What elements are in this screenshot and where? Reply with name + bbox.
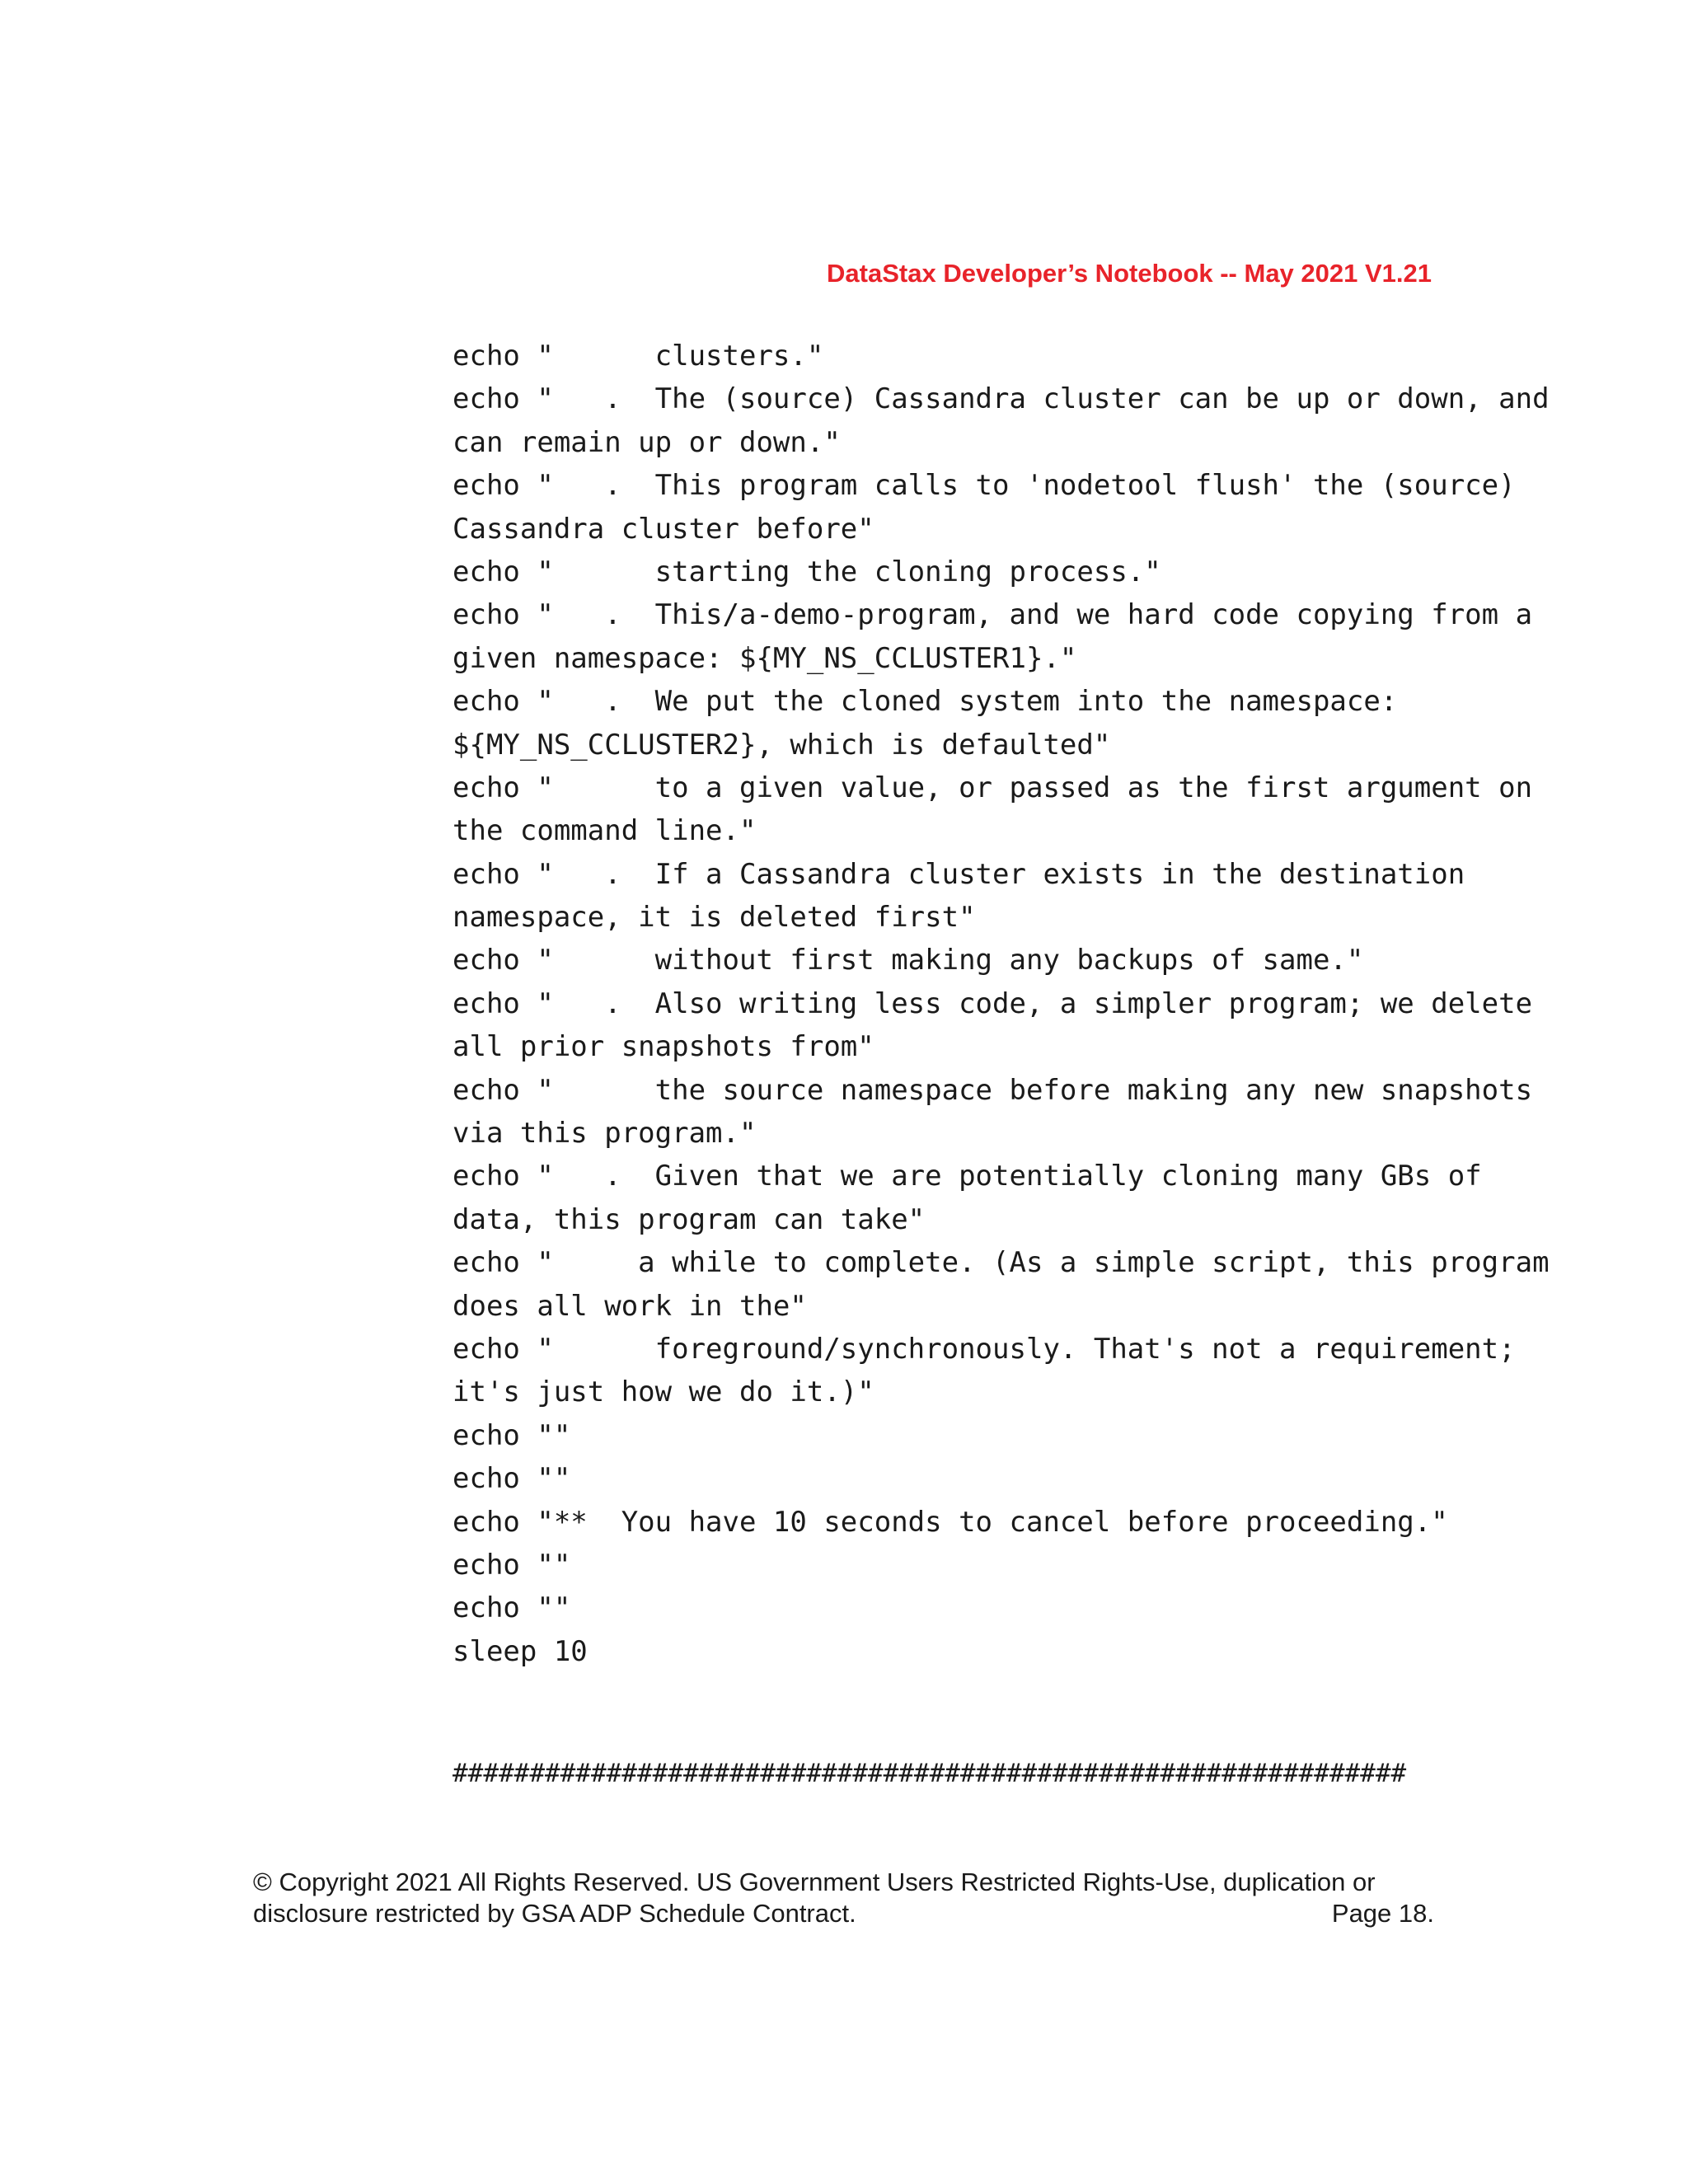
code-line: echo "": [452, 1548, 571, 1582]
code-line: sleep 10: [452, 1634, 588, 1668]
code-line: echo " . We put the cloned system into the namespace:: [452, 685, 1398, 719]
code-line: echo " starting the cloning process.": [452, 555, 1161, 588]
footer-contract-text: disclosure restricted by GSA ADP Schedule Contract.: [253, 1899, 856, 1928]
code-line: echo " . Given that we are potentially cloning many GBs of: [452, 1160, 1482, 1193]
code-line: does all work in the": [452, 1289, 807, 1323]
code-line: echo " . This/a-demo-program, and we hard code copying from a: [452, 598, 1533, 632]
code-line: echo " . The (source) Cassandra cluster can be up or down, and: [452, 382, 1550, 416]
footer-copyright-line: © Copyright 2021 All Rights Reserved. US Government Users Restricted Rights-Use, duplication or: [253, 1868, 1376, 1896]
code-line: can remain up or down.": [452, 425, 841, 459]
code-line: it's just how we do it.)": [452, 1376, 874, 1409]
hash-rule-line: ##############################################################: [452, 1759, 1407, 1788]
code-line: echo "": [452, 1591, 571, 1625]
code-line: ${MY_NS_CCLUSTER2}, which is defaulted": [452, 728, 1111, 762]
code-line: echo "** You have 10 seconds to cancel before proceeding.": [452, 1505, 1448, 1539]
code-line: echo " clusters.": [452, 340, 824, 373]
page-footer: [253, 1867, 1434, 1929]
code-line: echo " the source namespace before making any new snapshots: [452, 1073, 1533, 1107]
page-number: Page 18.: [1331, 1899, 1434, 1928]
code-line: echo " . If a Cassandra cluster exists in the destination: [452, 857, 1465, 891]
code-line: echo " foreground/synchronously. That's not a requirement;: [452, 1332, 1516, 1366]
footer-row-2: [253, 1898, 1434, 1929]
code-line: Cassandra cluster before": [452, 512, 874, 546]
code-line: via this program.": [452, 1117, 757, 1151]
code-line: namespace, it is deleted first": [452, 901, 976, 935]
code-line: echo " a while to complete. (As a simple script, this program: [452, 1246, 1550, 1280]
code-line: echo " . Also writing less code, a simpler program; we delete: [452, 987, 1533, 1020]
code-listing: [452, 335, 1550, 1673]
code-line: echo " without first making any backups of same.": [452, 944, 1364, 977]
code-line: echo "": [452, 1462, 571, 1496]
code-line: all prior snapshots from": [452, 1030, 874, 1064]
code-line: echo " . This program calls to 'nodetool flush' the (source): [452, 469, 1516, 503]
code-line: echo "": [452, 1418, 571, 1452]
code-line: given namespace: ${MY_NS_CCLUSTER1}.": [452, 641, 1077, 675]
code-line: the command line.": [452, 814, 757, 848]
code-line: echo " to a given value, or passed as the first argument on: [452, 771, 1533, 804]
code-line: data, this program can take": [452, 1202, 926, 1236]
page-header-title: DataStax Developer’s Notebook -- May 2021 V1.21: [827, 259, 1432, 288]
